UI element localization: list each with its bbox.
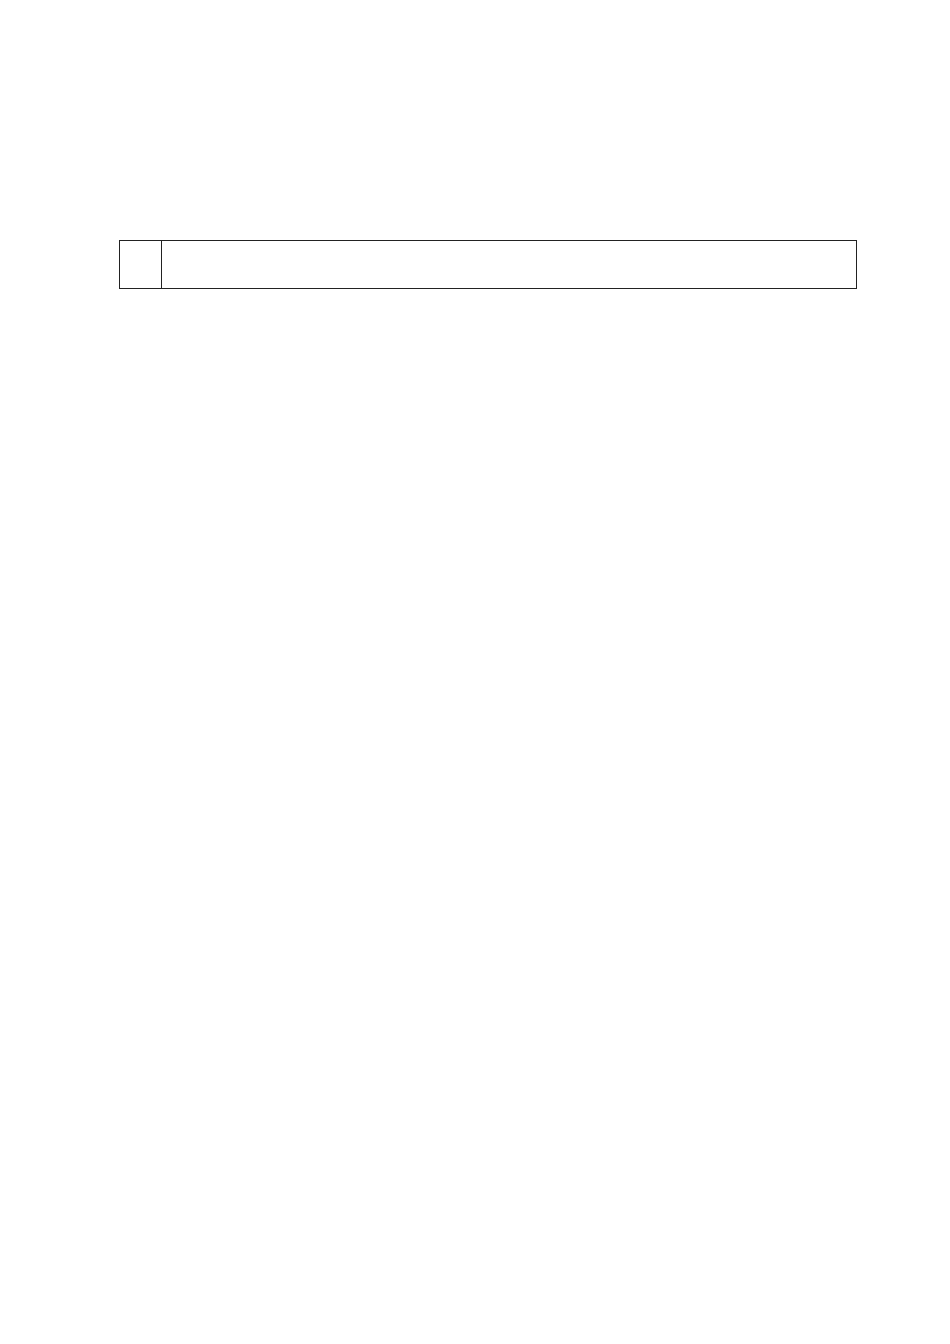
header-content — [162, 241, 857, 289]
invitation-table — [119, 240, 857, 289]
table-header-row — [120, 241, 857, 289]
header-number — [120, 241, 162, 289]
